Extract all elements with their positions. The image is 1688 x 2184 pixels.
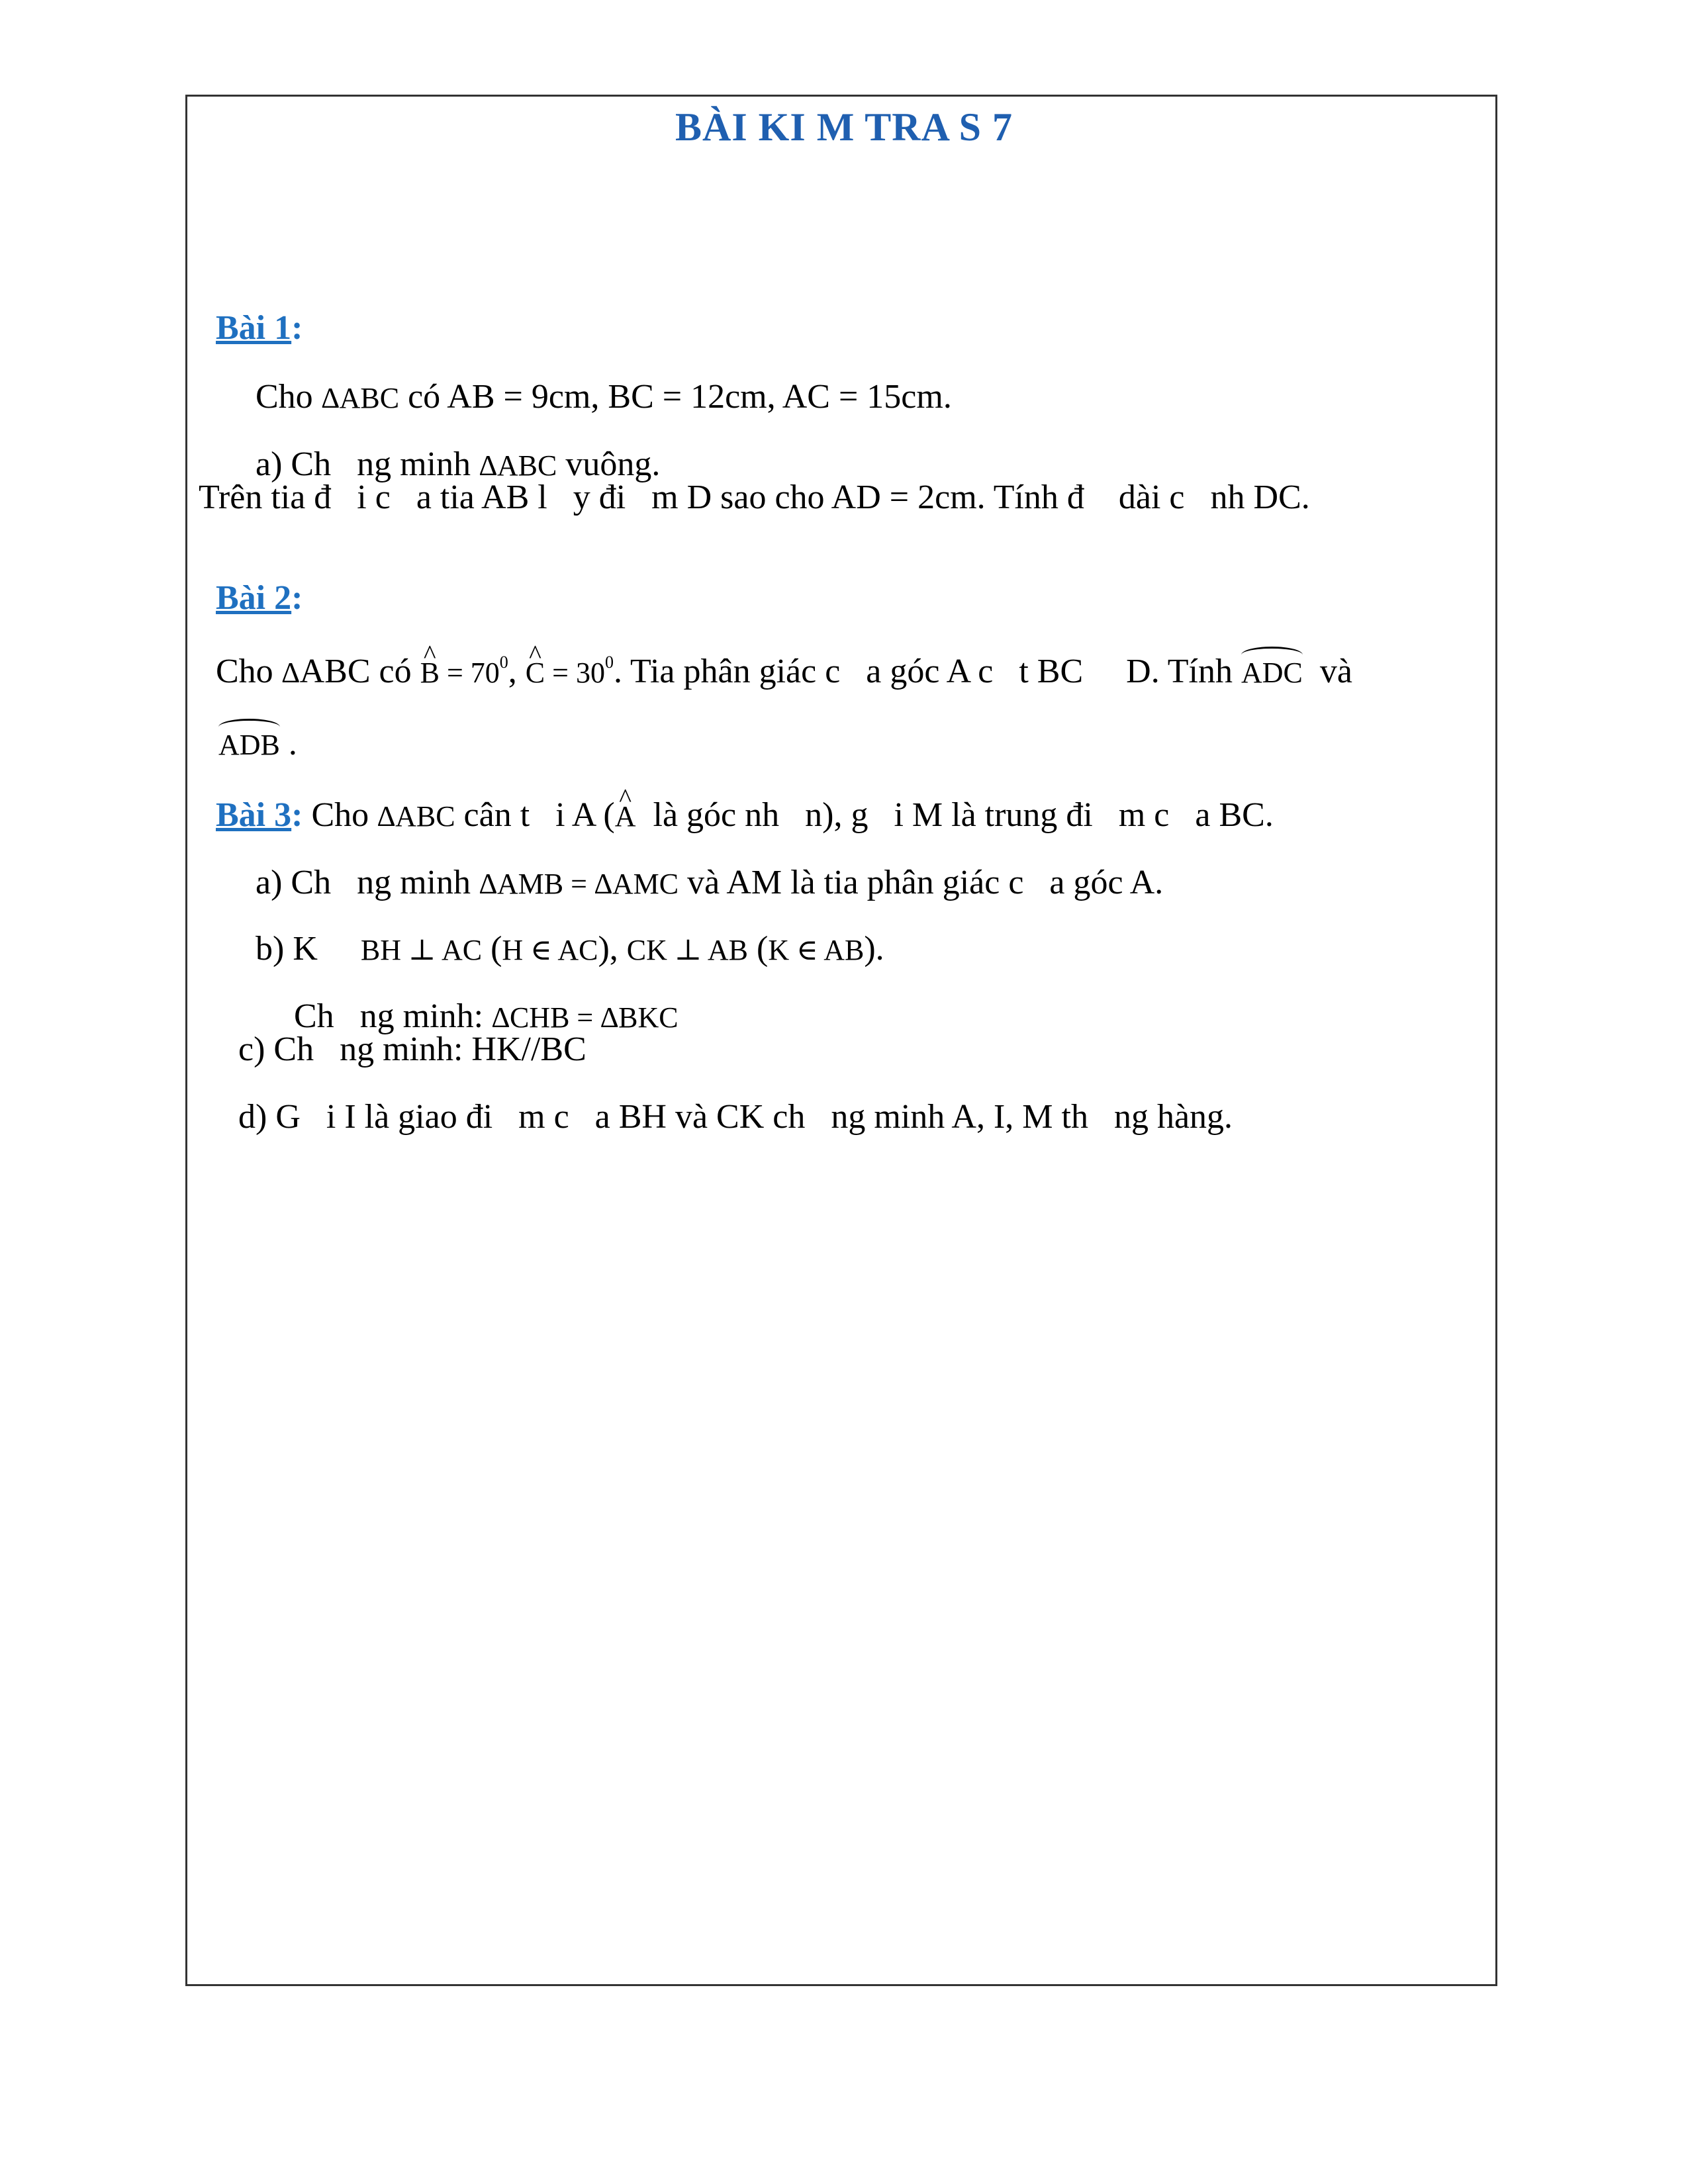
triangle-abc: ∆ABC [479,449,557,482]
triangle-abc: ∆ABC [377,800,455,833]
degree-sign: 0 [499,653,508,672]
text: là góc nh n), g i M là trung đi m c a BC. [635,796,1274,834]
text: Cho [256,378,322,416]
h-in-ac: H ∈ AC [502,934,598,966]
text: và [1302,653,1352,690]
bai3-line-b2 [277,965,679,1034]
triangle-symbol: ∆ [281,657,300,689]
degree-sign: 0 [604,653,614,672]
text: ( [747,930,769,968]
bai2-colon: : [291,579,303,617]
bai1-line1 [238,345,952,414]
angle-adb: ADB [218,729,280,761]
angle-c: ^ C [526,659,545,688]
bai3-line1 [199,764,1274,833]
triangle-equality: ∆AMB = ∆AMC [479,868,679,900]
bai3-colon: : [291,796,303,834]
bai2-line2 [201,692,297,761]
text: ( [482,930,502,968]
bai1-line2 [238,413,660,482]
k-in-ab: K ∈ AB [768,934,865,966]
bai2-line1 [199,619,1352,689]
bai3-line-c: c) Ch ng minh: HK//BC [238,1030,586,1068]
bai2-label: Bài 2 [216,579,292,617]
triangle-abc: ∆ABC [321,382,400,414]
bai1-line3: Trên tia đ i c a tia AB l y đi m D sao cho AD = 2cm. Tính đ dài c nh DC. [199,478,1310,516]
text: ), [598,930,627,968]
text: a) Ch ng minh [256,864,479,901]
text: ). [864,930,884,968]
text: Cho [216,653,282,690]
text: có AB = 9cm, BC = 12cm, AC = 15cm. [399,378,952,416]
perpendicular-ck-ab: CK ⊥ AB [626,934,748,966]
angle-c-value: = 30 [545,657,605,689]
text: và AM là tia phân giác c a góc A. [679,864,1164,901]
angle-a: ^ A [615,802,636,831]
text: a) Ch ng minh [256,445,479,483]
text: vuông. [557,445,661,483]
text: Cho [303,796,378,834]
text: . [279,725,297,762]
text: , [508,653,526,690]
bai3-line-b [238,897,884,966]
bai1-heading [199,277,303,345]
perpendicular-bh-ac: BH ⊥ AC [360,934,483,966]
bai2-heading [199,547,303,615]
text: Ch ng minh: [294,997,492,1035]
bai1-label: Bài 1 [216,309,292,347]
text: ABC có [299,653,420,690]
page-title: BÀI KI M TRA S 7 [675,105,1013,149]
triangle-equality: ∆CHB = ∆BKC [492,1001,679,1034]
bai3-line-d: d) G i I là giao đi m c a BH và CK ch ng minh A, I, M th ng hàng. [238,1098,1233,1136]
angle-b-value: = 70 [439,657,500,689]
text: cân t i A ( [455,796,615,834]
text: b) K [256,930,361,968]
bai1-colon: : [291,309,303,347]
text: . Tia phân giác c a góc A c t BC D. Tính [613,653,1241,690]
angle-b: ^ B [420,659,440,688]
bai3-label: Bài 3 [216,796,292,834]
angle-adc: ADC [1241,657,1303,689]
bai3-line-a [238,831,1163,900]
